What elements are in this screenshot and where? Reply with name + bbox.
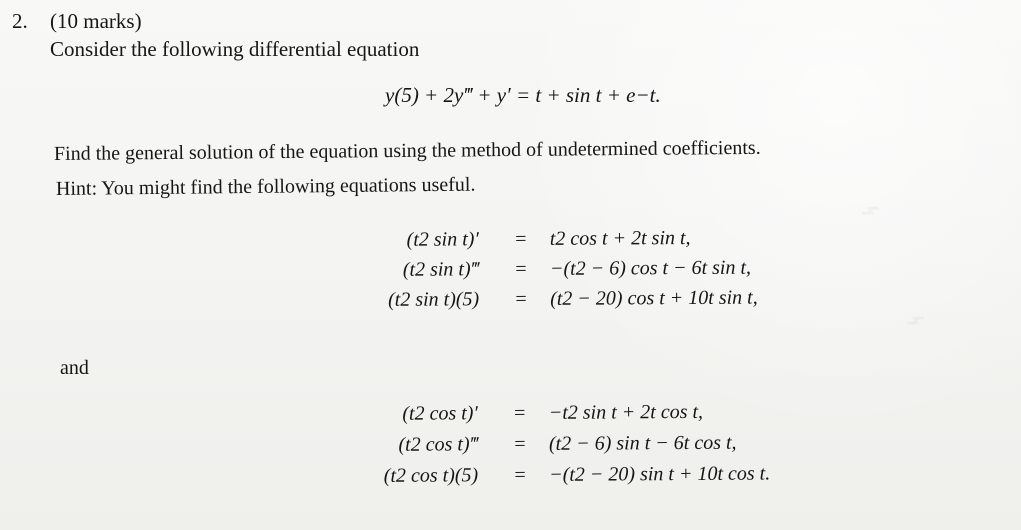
equals-sign: = bbox=[515, 288, 527, 311]
instruction-text: Find the general solution of the equation using the method of undetermined coefficients. bbox=[53, 136, 761, 165]
equation-rhs: −t2 sin t + 2t cos t, bbox=[548, 400, 704, 424]
background-watermark-2: ⌁ bbox=[895, 297, 936, 343]
question-intro: Consider the following differential equation bbox=[50, 37, 420, 61]
equation-rhs: (t2 − 20) cos t + 10t sin t, bbox=[550, 286, 758, 310]
cos-equation-group bbox=[362, 396, 883, 499]
sin-equation-group bbox=[363, 222, 884, 320]
question-number: 2. bbox=[12, 9, 28, 33]
equals-sign: = bbox=[514, 402, 526, 425]
equals-sign: = bbox=[515, 228, 527, 251]
equation-lhs: (t2 cos t)(5) bbox=[383, 464, 479, 487]
hint-text: Hint: You might find the following equations useful. bbox=[55, 173, 476, 200]
equation-rhs: (t2 − 6) sin t − 6t cos t, bbox=[548, 431, 737, 455]
equation-rhs: −(t2 − 6) cos t − 6t sin t, bbox=[549, 256, 752, 280]
equation-lhs: (t2 sin t)‴ bbox=[402, 258, 480, 281]
main-differential-equation: y(5) + 2y‴ + y′ = t + sin t + e−t. bbox=[385, 83, 661, 107]
question-marks: (10 marks) bbox=[50, 9, 142, 33]
equals-sign: = bbox=[515, 258, 527, 281]
equation-rhs: −(t2 − 20) sin t + 10t cos t. bbox=[549, 462, 771, 486]
equation-rhs: t2 cos t + 2t sin t, bbox=[549, 226, 691, 250]
equation-lhs: (t2 sin t)′ bbox=[406, 228, 479, 251]
equation-lhs: (t2 sin t)(5) bbox=[388, 288, 480, 311]
background-watermark-1: ⌁ bbox=[850, 187, 891, 233]
equals-sign: = bbox=[514, 464, 526, 487]
equals-sign: = bbox=[514, 433, 526, 456]
connector-text: and bbox=[60, 357, 89, 379]
equation-lhs: (t2 cos t)‴ bbox=[398, 433, 479, 456]
equation-lhs: (t2 cos t)′ bbox=[402, 402, 478, 425]
